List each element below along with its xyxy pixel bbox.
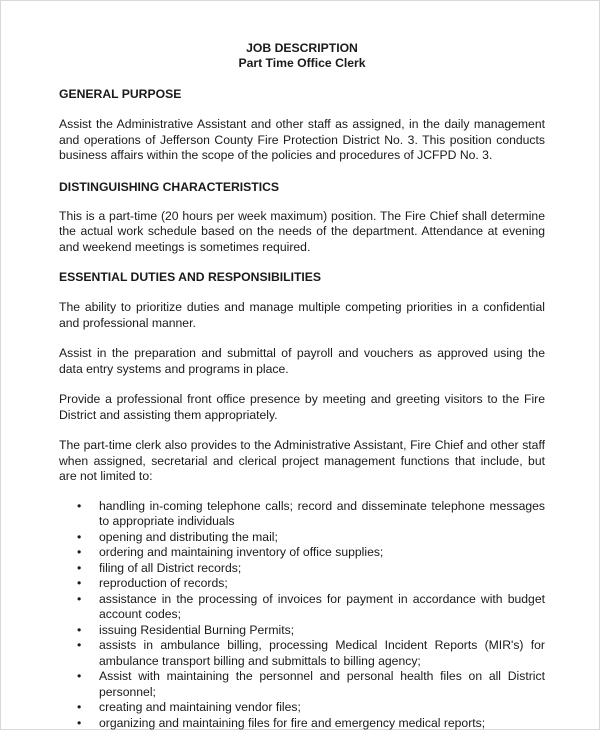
list-item: [59, 499, 545, 530]
duties-paragraph: Provide a professional front office presence by meeting and greeting visitors to the Fire District and assisting them appropriately.: [59, 392, 545, 423]
general-purpose-text: Assist the Administrative Assistant and other staff as assigned, in the daily management and operations of Jefferson County Fire Protection District No. 3. This position conducts business affairs within the scope of the policies and procedures of JCFPD No. 3.: [59, 117, 545, 164]
document-subtitle: Part Time Office Clerk: [59, 56, 545, 71]
list-item: [59, 700, 545, 716]
list-item-text: reproduction of records;: [99, 576, 228, 590]
bullet-icon: •: [77, 669, 81, 685]
bullet-icon: •: [77, 716, 81, 731]
bullet-icon: •: [77, 561, 81, 577]
list-item: [59, 623, 545, 639]
list-item-text: creating and maintaining vendor files;: [99, 700, 301, 714]
bullet-icon: •: [77, 530, 81, 546]
distinguishing-text: This is a part-time (20 hours per week maximum) position. The Fire Chief shall determine the actual work schedule based on the needs of the department. Attendance at evening and weekend meetings is sometimes required.: [59, 209, 545, 256]
bullet-icon: •: [77, 592, 81, 608]
heading-essential-duties: ESSENTIAL DUTIES AND RESPONSIBILITIES: [59, 270, 545, 285]
list-item-text: assists in ambulance billing, processing Medical Incident Reports (MIR's) for ambulance transport billing and submittals to billing agency;: [99, 638, 545, 668]
bullet-icon: •: [77, 545, 81, 561]
bullet-icon: •: [77, 638, 81, 654]
list-item: [59, 716, 545, 731]
heading-general-purpose: GENERAL PURPOSE: [59, 87, 545, 102]
duties-paragraph: The part-time clerk also provides to the Administrative Assistant, Fire Chief and other staff when assigned, secretarial and clerical project management functions that include, but are not limited to:: [59, 438, 545, 485]
list-item: [59, 592, 545, 623]
document-title: JOB DESCRIPTION: [59, 41, 545, 56]
list-item: [59, 669, 545, 700]
list-item-text: opening and distributing the mail;: [99, 530, 278, 544]
list-item-text: handling in-coming telephone calls; record and disseminate telephone messages to appropriate individuals: [99, 499, 545, 529]
list-item: [59, 638, 545, 669]
list-item-text: organizing and maintaining files for fire and emergency medical reports;: [99, 716, 485, 730]
bullet-icon: •: [77, 623, 81, 639]
list-item: [59, 576, 545, 592]
bullet-icon: •: [77, 700, 81, 716]
heading-distinguishing-characteristics: DISTINGUISHING CHARACTERISTICS: [59, 180, 545, 195]
list-item-text: Assist with maintaining the personnel and personal health files on all District personnel;: [99, 669, 545, 699]
duties-bullet-list: [59, 499, 545, 731]
duties-paragraph: Assist in the preparation and submittal of payroll and vouchers as approved using the data entry systems and programs in place.: [59, 346, 545, 377]
list-item-text: ordering and maintaining inventory of office supplies;: [99, 545, 383, 559]
list-item-text: assistance in the processing of invoices for payment in accordance with budget account codes;: [99, 592, 545, 622]
document-content: [59, 41, 545, 731]
list-item-text: issuing Residential Burning Permits;: [99, 623, 294, 637]
duties-paragraph: The ability to prioritize duties and manage multiple competing priorities in a confidential and professional manner.: [59, 300, 545, 331]
bullet-icon: •: [77, 576, 81, 592]
bullet-icon: •: [77, 499, 81, 515]
list-item: [59, 561, 545, 577]
list-item-text: filing of all District records;: [99, 561, 241, 575]
list-item: [59, 530, 545, 546]
list-item: [59, 545, 545, 561]
